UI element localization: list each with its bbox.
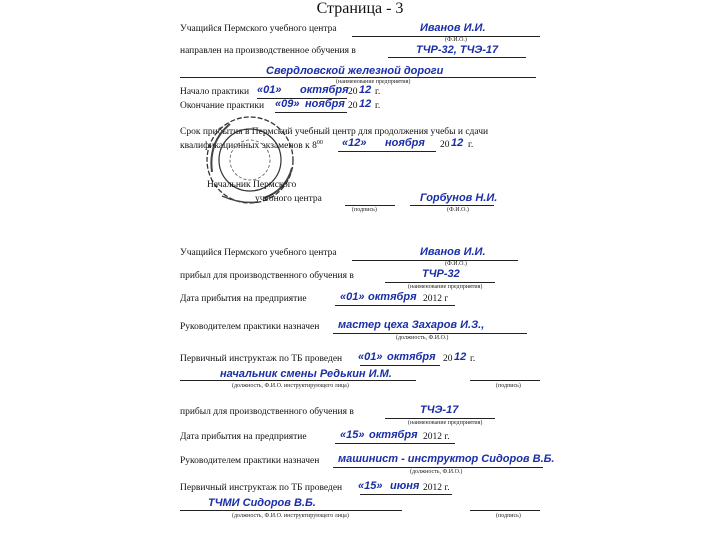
date-day: «01»	[340, 291, 365, 303]
supervisor-label-3: Руководителем практики назначен	[180, 456, 320, 466]
start-year-suffix: 12	[359, 84, 372, 96]
fio-caption: (Ф.И.О.)	[445, 37, 467, 43]
start-month: октября	[300, 84, 349, 96]
student-name: Иванов И.И.	[420, 22, 486, 34]
briefing-year-prefix: 20	[443, 354, 453, 364]
signature-caption-2: (подпись)	[496, 383, 521, 389]
end-year-prefix: 20	[348, 101, 358, 111]
student-label: Учащийся Пермского учебного центра	[180, 24, 337, 34]
arrived-label-3: прибыл для производственного обучения в	[180, 407, 354, 417]
end-day: «09»	[275, 98, 300, 110]
briefing-day: «01»	[358, 351, 383, 363]
briefing-month-3: июня	[390, 480, 420, 492]
end-year-end: г.	[375, 101, 381, 111]
sent-to: ТЧР-32, ТЧЭ-17	[416, 44, 499, 56]
briefing-year-suffix: 12	[454, 351, 467, 363]
start-year-prefix: 20	[348, 87, 358, 97]
enterprise-caption-2: (наименование предприятия)	[408, 284, 483, 290]
supervisor-caption-3: (должность, Ф.И.О.)	[410, 469, 463, 475]
start-day: «01»	[257, 84, 282, 96]
instructor-caption-3: (должность, Ф.И.О. инструктирующего лица)	[232, 513, 349, 519]
arrived-to: ТЧР-32	[422, 268, 460, 280]
briefing-month: октября	[387, 351, 436, 363]
supervisor-caption: (должность, Ф.И.О.)	[396, 335, 449, 341]
supervisor: мастер цеха Захаров И.З.,	[338, 319, 485, 331]
date-month-3: октября	[369, 429, 418, 441]
date-month: октября	[368, 291, 417, 303]
briefing-year-3: 2012 г.	[423, 483, 450, 493]
briefing-day-3: «15»	[358, 480, 383, 492]
sent-label: направлен на производственное обучения в	[180, 46, 356, 56]
signature-caption-3: (подпись)	[496, 513, 521, 519]
date-label: Дата прибытия на предприятие	[180, 294, 307, 304]
page-header: Страница - 3	[316, 0, 404, 17]
instructor: начальник смены Редькин И.М.	[220, 368, 392, 380]
head-name: Горбунов Н.И.	[420, 192, 498, 204]
student-name-2: Иванов И.И.	[420, 246, 486, 258]
date-year-3: 2012 г.	[423, 432, 450, 442]
return-month: ноября	[385, 137, 425, 149]
return-year-prefix: 20	[440, 140, 450, 150]
instructor-caption: (должность, Ф.И.О. инструктирующего лица)	[232, 383, 349, 389]
signature-caption-1: (подпись)	[352, 207, 377, 213]
head-label-2: учебного центра	[255, 194, 322, 204]
railway-name: Свердловской железной дороги	[266, 65, 444, 77]
briefing-year-end: г.	[470, 354, 476, 364]
date-day-3: «15»	[340, 429, 365, 441]
instructor-3: ТЧМИ Сидоров В.Б.	[208, 497, 316, 509]
end-year-suffix: 12	[359, 98, 372, 110]
return-line-2: квалификационных экзаменов к $8^{00}$	[180, 140, 323, 152]
stamp-seal-icon	[200, 112, 300, 207]
supervisor-3: машинист - инструктор Сидоров В.Б.	[338, 453, 555, 465]
return-year-end: г.	[468, 140, 474, 150]
arrived-to-3: ТЧЭ-17	[420, 404, 459, 416]
supervisor-label: Руководителем практики назначен	[180, 322, 320, 332]
enterprise-caption: (наименование предприятия)	[336, 79, 411, 85]
enterprise-caption-3: (наименование предприятия)	[408, 420, 483, 426]
start-year-end: г.	[375, 87, 381, 97]
end-label: Окончание практики	[180, 101, 265, 111]
return-day: «12»	[342, 137, 367, 149]
start-label: Начало практики	[180, 87, 250, 97]
date-year: 2012 г	[423, 294, 449, 304]
briefing-label: Первичный инструктаж по ТБ проведен	[180, 354, 343, 364]
head-fio-caption: (Ф.И.О.)	[447, 207, 469, 213]
student-label-2: Учащийся Пермского учебного центра	[180, 248, 337, 258]
arrived-label: прибыл для производственного обучения в	[180, 271, 354, 281]
head-label-1: Начальник Пермского	[207, 180, 297, 190]
fio-caption-2: (Ф.И.О.)	[445, 261, 467, 267]
return-line-1: Срок прибытия в Пермский учебный центр для продолжения учебы и сдачи	[180, 127, 489, 137]
end-month: ноября	[305, 98, 345, 110]
date-label-3: Дата прибытия на предприятие	[180, 432, 307, 442]
return-year-suffix: 12	[451, 137, 464, 149]
briefing-label-3: Первичный инструктаж по ТБ проведен	[180, 483, 343, 493]
